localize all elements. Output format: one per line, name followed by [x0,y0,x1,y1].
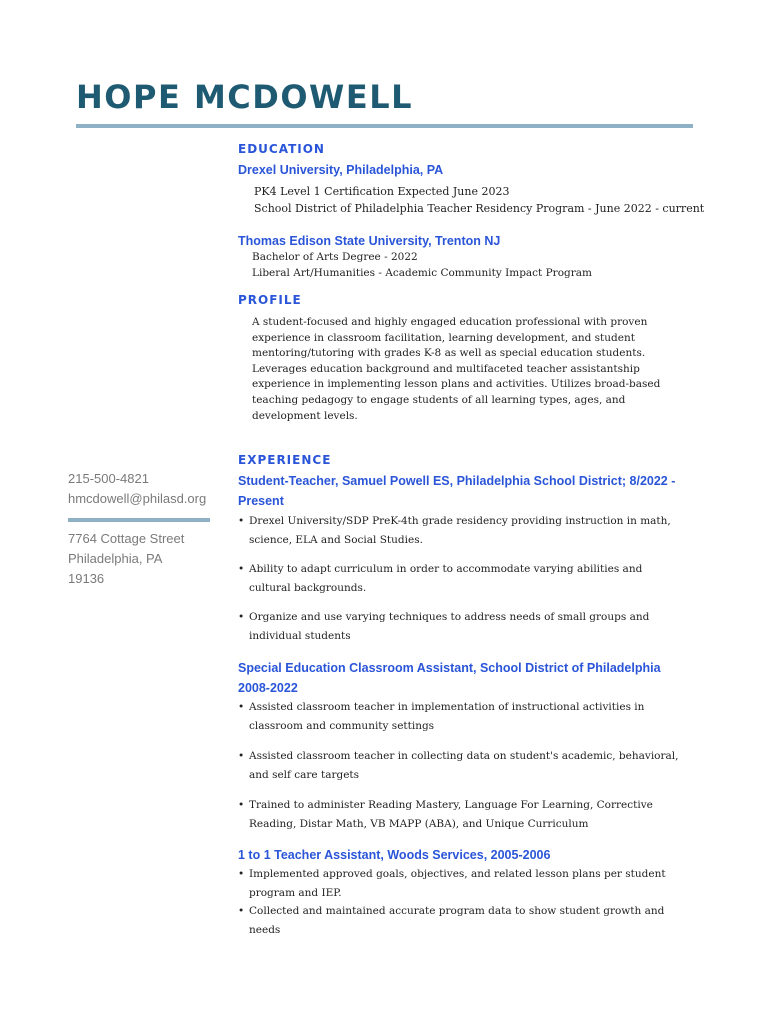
school-name: Thomas Edison State University, Trenton NJ [238,234,501,248]
address-city: Philadelphia, PA [68,551,163,566]
job-bullet [238,796,683,833]
bullet-marker: • [238,799,245,811]
bullet-text: Organize and use varying techniques to address needs of small groups and individual students [249,611,650,642]
bullet-text: Assisted classroom teacher in implementation of instructional activities in classroom and community settings [249,701,645,732]
job-bullet [238,865,683,902]
job-bullet [238,560,683,597]
bullet-marker: • [238,905,245,917]
bullet-text: Drexel University/SDP PreK-4th grade residency providing instruction in math, science, ELA and Social Studies. [249,515,671,546]
profile-heading: PROFILE [238,293,302,307]
education-heading: EDUCATION [238,142,325,156]
job-title-continued: 2008-2022 [238,681,298,695]
job-bullet [238,512,683,549]
address-zip: 19136 [68,571,105,586]
bullet-text: Collected and maintained accurate program data to show student growth and needs [249,905,665,936]
bullet-text: Assisted classroom teacher in collecting data on student's academic, behavioral, and self care targets [249,750,679,781]
bullet-marker: • [238,563,245,575]
bullet-text: Trained to administer Reading Mastery, Language For Learning, Corrective Reading, Distar Math, VB MAPP (ABA), and Unique Curriculum [249,799,653,830]
education-detail: School District of Philadelphia Teacher Residency Program - June 2022 - current [254,202,705,215]
contact-divider [68,518,210,522]
job-bullet [238,902,683,939]
job-title: Special Education Classroom Assistant, School District of Philadelphia [238,661,661,675]
candidate-name: HOPE MCDOWELL [76,78,413,116]
contact-info [68,469,206,509]
bullet-marker: • [238,750,245,762]
bullet-marker: • [238,701,245,713]
contact-phone: 215-500-4821 [68,471,149,486]
job-bullet [238,747,683,784]
education-detail: PK4 Level 1 Certification Expected June 2023 [254,185,510,198]
experience-heading: EXPERIENCE [238,453,332,467]
education-detail: Liberal Art/Humanities - Academic Community Impact Program [252,267,592,279]
bullet-text: Ability to adapt curriculum in order to accommodate varying abilities and cultural backgrounds. [249,563,643,594]
name-divider [76,124,693,128]
profile-summary: A student-focused and highly engaged education professional with proven experience in classroom facilitation, learning development, and student mentoring/tutoring with grades K-8 as well as special education students. Leverages education background and multifaceted teacher assistantship experience in implementing lesson plans and activities. Utilizes broad-based teaching pedagogy to engage students of all learning types, ages, and development levels. [252,316,661,422]
job-bullet [238,698,683,735]
school-name: Drexel University, Philadelphia, PA [238,163,444,177]
education-detail: Bachelor of Arts Degree - 2022 [252,251,418,263]
job-bullet [238,608,683,645]
job-title: 1 to 1 Teacher Assistant, Woods Services, 2005-2006 [238,848,551,862]
bullet-marker: • [238,515,245,527]
contact-email: hmcdowell@philasd.org [68,491,207,506]
job-title: Student-Teacher, Samuel Powell ES, Philadelphia School District; 8/2022 - [238,474,676,488]
bullet-marker: • [238,611,245,623]
job-title-continued: Present [238,494,284,508]
address-street: 7764 Cottage Street [68,531,185,546]
bullet-text: Implemented approved goals, objectives, and related lesson plans per student program and IEP. [249,868,666,899]
bullet-marker: • [238,868,245,880]
contact-address [68,529,184,589]
